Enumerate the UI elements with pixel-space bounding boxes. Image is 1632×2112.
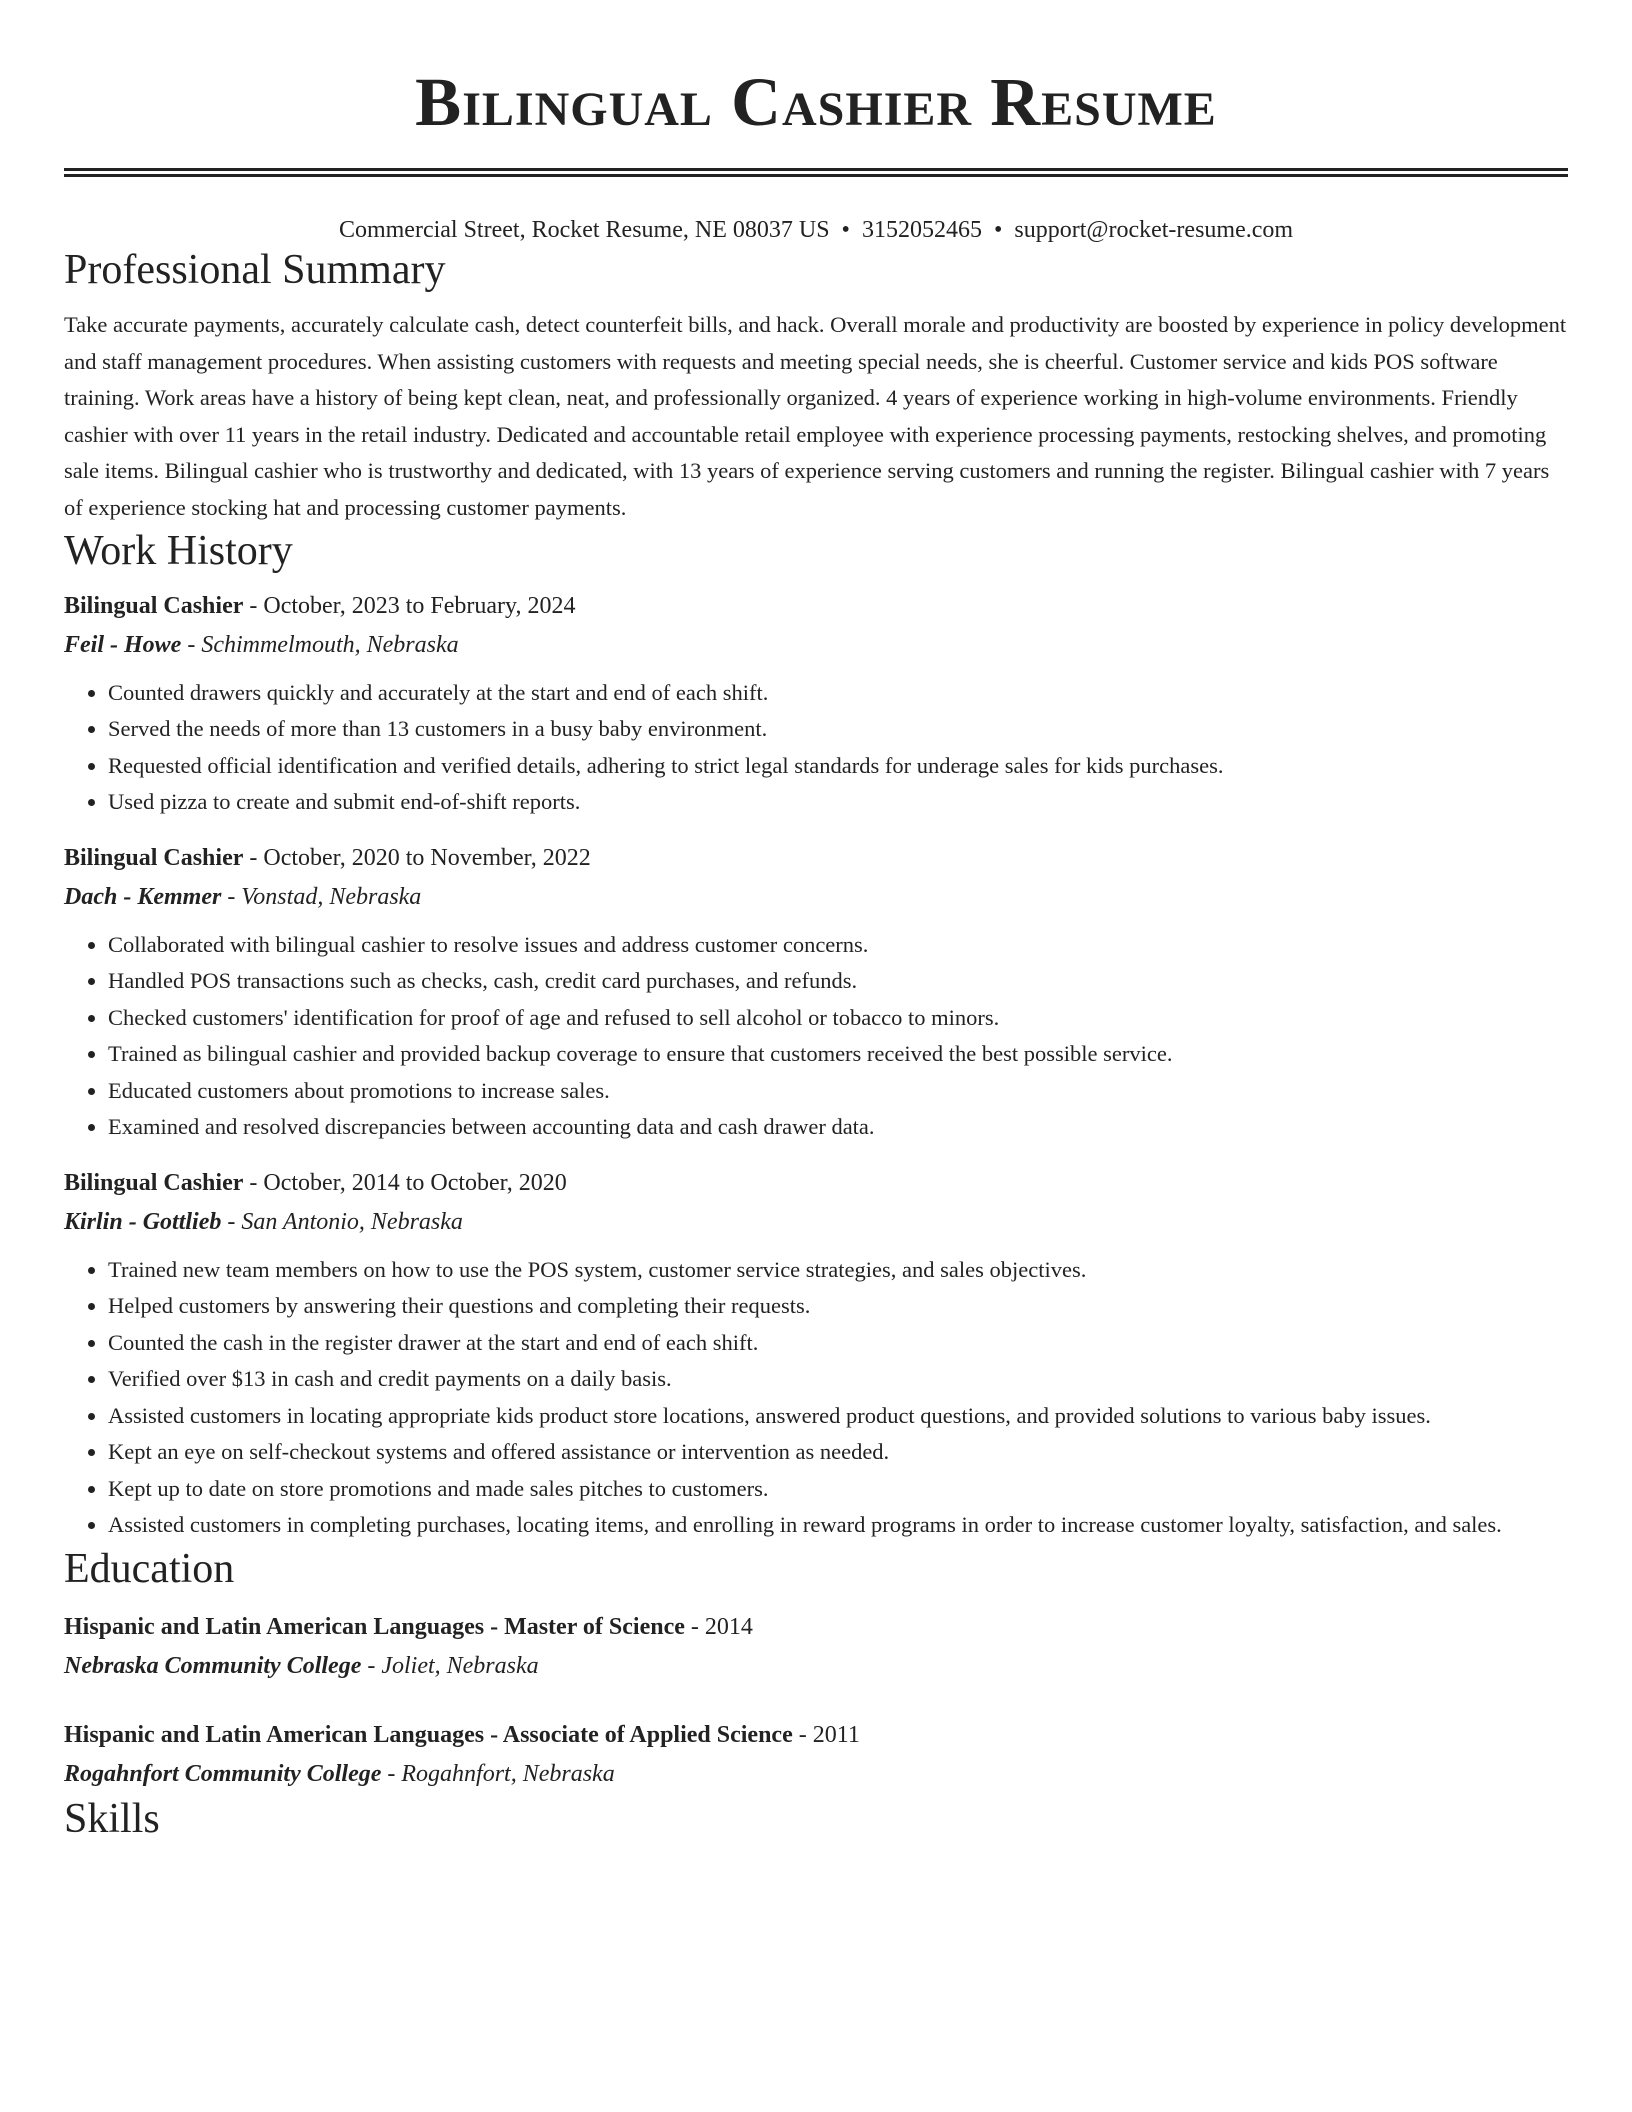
degree-name: Hispanic and Latin American Languages - Master of Science (64, 1613, 685, 1640)
school-location: - Rogahnfort, Nebraska (381, 1760, 615, 1787)
list-item: • Assisted customers in completing purchases, locating items, and enrolling in reward programs in order to increase customer loyalty, satisfaction, and sales. (108, 1507, 1568, 1544)
school-line (64, 1755, 1568, 1794)
list-item: • Counted the cash in the register drawer at the start and end of each shift. (108, 1325, 1568, 1362)
job-bullets (64, 675, 1568, 821)
degree-year: - 2014 (684, 1613, 753, 1640)
job-title: Bilingual Cashier (64, 592, 244, 619)
list-item: • Kept up to date on store promotions and made sales pitches to customers. (108, 1471, 1568, 1508)
list-item: • Educated customers about promotions to increase sales. (108, 1073, 1568, 1110)
list-item: • Trained new team members on how to use the POS system, customer service strategies, and sales objectives. (108, 1252, 1568, 1289)
contact-separator: • (993, 217, 1003, 243)
job-bullets (64, 927, 1568, 1146)
degree-year: - 2011 (792, 1721, 860, 1748)
education-entry (64, 1716, 1568, 1794)
work-history-heading: Work History (64, 528, 293, 575)
list-item: • Handled POS transactions such as checks, cash, credit card purchases, and refunds. (108, 963, 1568, 1000)
list-item: • Verified over $13 in cash and credit payments on a daily basis. (108, 1361, 1568, 1398)
list-item: • Examined and resolved discrepancies between accounting data and cash drawer data. (108, 1109, 1568, 1146)
job-location: - Schimmelmouth, Nebraska (181, 631, 459, 658)
contact-address: Commercial Street, Rocket Resume, NE 08037 US (338, 217, 830, 243)
list-item: • Trained as bilingual cashier and provided backup coverage to ensure that customers received the best possible service. (108, 1036, 1568, 1073)
job-company: Feil - Howe (64, 631, 182, 658)
degree-line (64, 1608, 1568, 1647)
contact-separator: • (841, 217, 850, 243)
job-location: - San Antonio, Nebraska (221, 1208, 463, 1235)
education-entry (64, 1608, 1568, 1686)
contact-line (64, 216, 1568, 245)
job-dates: - October, 2023 to February, 2024 (243, 592, 576, 619)
job-company: Kirlin - Gottlieb (64, 1208, 222, 1235)
job-title: Bilingual Cashier (64, 844, 244, 871)
job-entry (64, 839, 1568, 1146)
job-title: Bilingual Cashier (64, 1169, 244, 1196)
contact-phone: 3152052465 (861, 217, 982, 243)
skills-heading: Skills (64, 1795, 160, 1842)
job-entry (64, 587, 1568, 821)
job-bullets (64, 1252, 1568, 1544)
resume-title: Bilingual Cashier Resume (415, 64, 1217, 140)
job-company-line (64, 626, 1568, 665)
summary-text: Take accurate payments, accurately calculate cash, detect counterfeit bills, and hack. Overall morale and productivity are boosted by experience in policy development and staff management procedures. When assisting customers with requests and meeting special needs, she is cheerful. Customer service and kids POS software training. Work areas have a history of being kept clean, neat, and professionally organized. 4 years of experience working in high-volume environments. Friendly cashier with over 11 years in the retail industry. Dedicated and accountable retail employee with experience processing payments, restocking shelves, and promoting sale items. Bilingual cashier who is trustworthy and dedicated, with 13 years of experience serving customers and running the register. Bilingual cashier with 7 years of experience stocking hat and processing customer payments. (64, 312, 1567, 520)
school-location: - Joliet, Nebraska (361, 1652, 539, 1679)
job-company-line (64, 878, 1568, 917)
list-item: • Kept an eye on self-checkout systems and offered assistance or intervention as needed. (108, 1434, 1568, 1471)
contact-email: support@rocket-resume.com (1014, 217, 1294, 243)
education-heading: Education (64, 1545, 235, 1592)
job-title-line (64, 587, 1568, 626)
list-item: • Used pizza to create and submit end-of-shift reports. (108, 784, 1568, 821)
job-entry (64, 1164, 1568, 1544)
school-name: Rogahnfort Community College (64, 1760, 382, 1787)
school-line (64, 1647, 1568, 1686)
title-double-rule (64, 168, 1568, 177)
list-item: • Requested official identification and verified details, adhering to strict legal standards for underage sales for kids purchases. (108, 748, 1568, 785)
degree-line (64, 1716, 1568, 1755)
list-item: • Helped customers by answering their questions and completing their requests. (108, 1288, 1568, 1325)
list-item: • Served the needs of more than 13 customers in a busy baby environment. (108, 711, 1568, 748)
job-location: - Vonstad, Nebraska (221, 883, 422, 910)
school-name: Nebraska Community College (64, 1652, 362, 1679)
job-title-line (64, 1164, 1568, 1203)
job-dates: - October, 2014 to October, 2020 (243, 1169, 567, 1196)
degree-name: Hispanic and Latin American Languages - Associate of Applied Science (64, 1721, 793, 1748)
list-item: • Collaborated with bilingual cashier to resolve issues and address customer concerns. (108, 927, 1568, 964)
job-company-line (64, 1203, 1568, 1242)
job-dates: - October, 2020 to November, 2022 (243, 844, 591, 871)
summary-heading: Professional Summary (64, 246, 446, 293)
job-title-line (64, 839, 1568, 878)
job-company: Dach - Kemmer (64, 883, 222, 910)
list-item: • Counted drawers quickly and accurately at the start and end of each shift. (108, 675, 1568, 712)
list-item: • Checked customers' identification for proof of age and refused to sell alcohol or tobacco to minors. (108, 1000, 1568, 1037)
list-item: • Assisted customers in locating appropriate kids product store locations, answered product questions, and provided solutions to various baby issues. (108, 1398, 1568, 1435)
